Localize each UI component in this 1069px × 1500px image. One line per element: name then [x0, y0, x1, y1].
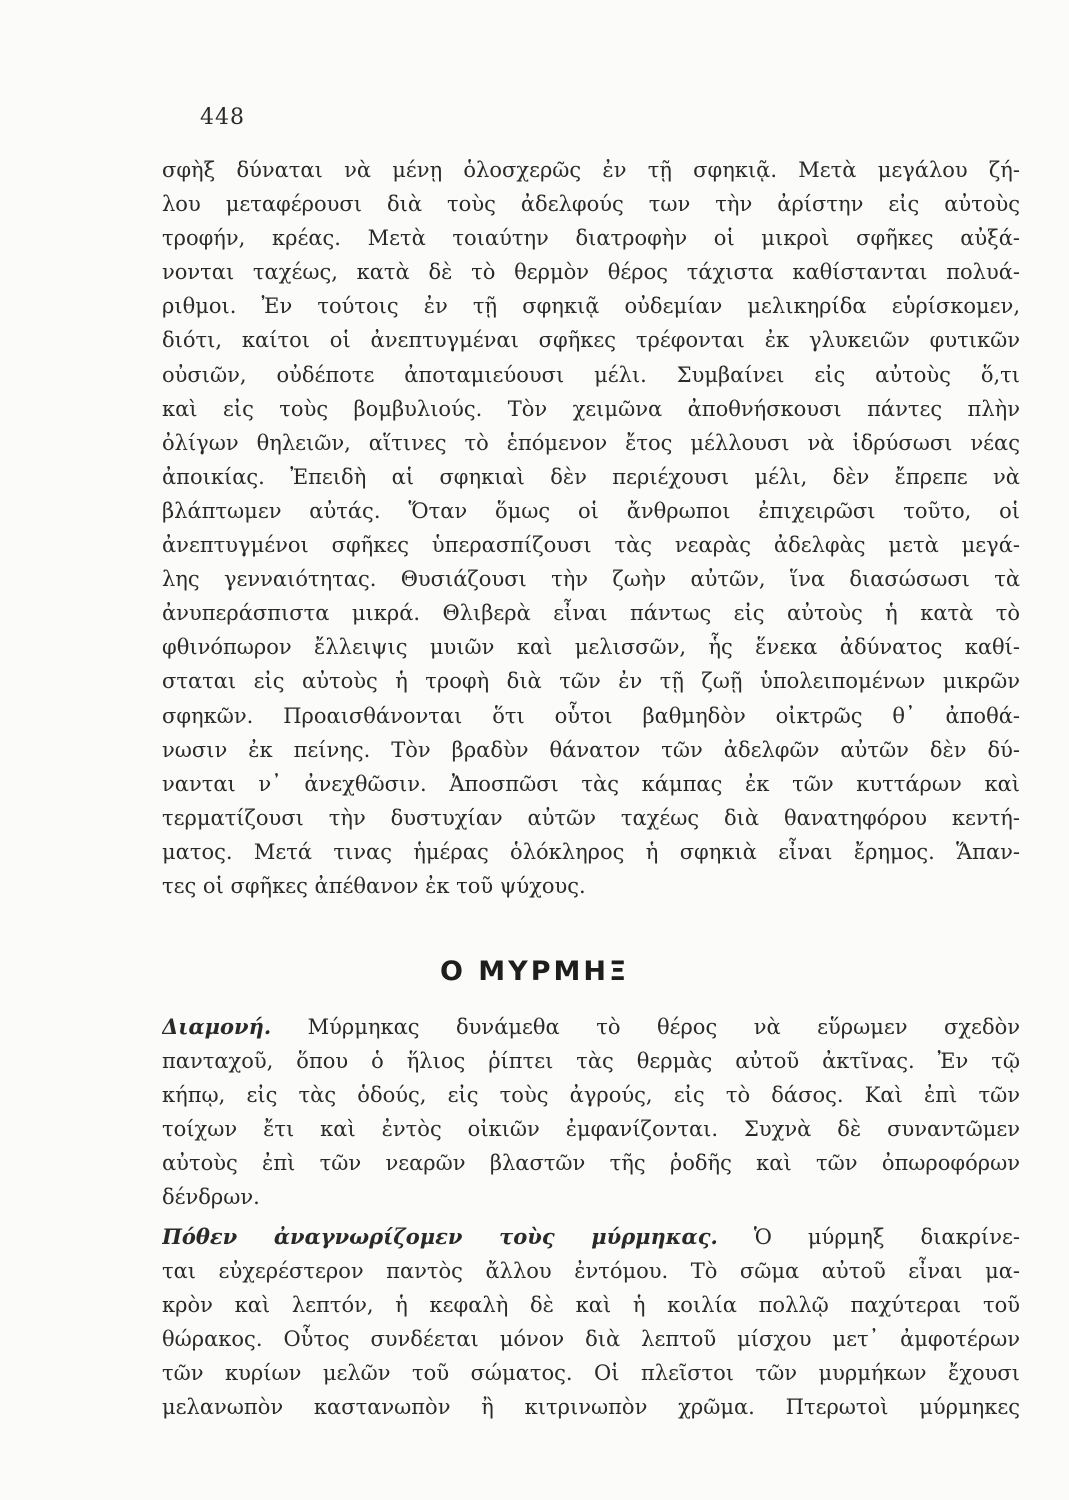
text-line: νωσιν ἐκ πείνης. Τὸν βραδὺν θάνατον τῶν ἀδελφῶν αὐτῶν δὲν δύ-	[162, 737, 1020, 762]
text-line: τῶν κυρίων μελῶν τοῦ σώματος. Οἱ πλεῖστοι τῶν μυρμήκων ἔχουσι	[162, 1361, 1020, 1386]
section-heading: Ο ΜΥΡΜΗΞ	[439, 956, 630, 987]
text-line: τοίχων ἔτι καὶ ἐντὸς οἰκιῶν ἐμφανίζονται. Συχνὰ δὲ συναντῶμεν	[162, 1117, 1020, 1142]
text-line: σφὴξ δύναται νὰ μένῃ ὁλοσχερῶς ἐν τῇ σφηκιᾷ. Μετὰ μεγάλου ζή-	[162, 158, 1020, 182]
text-line: βλάπτωμεν αὐτάς. Ὅταν ὅμως οἱ ἄνθρωποι ἐπιχειρῶσι τοῦτο, οἱ	[162, 498, 1020, 523]
text-line: ἀποικίας. Ἐπειδὴ αἱ σφηκιαὶ δὲν περιέχουσι μέλι, δὲν ἔπρεπε νὰ	[162, 464, 1020, 489]
text-line: ριθμοι. Ἐν τούτοις ἐν τῇ σφηκιᾷ οὐδεμίαν μελικηρίδα εὑρίσκομεν,	[162, 294, 1020, 319]
text-line: Διαμονή. Μύρμηκας δυνάμεθα τὸ θέρος νὰ εὕρωμεν σχεδὸν	[162, 1014, 1020, 1039]
text-line: Πόθεν ἀναγνωρίζομεν τοὺς μύρμηκας. Ὁ μύρμηξ διακρίνε-	[162, 1224, 1020, 1249]
text-line: νονται ταχέως, κατὰ δὲ τὸ θερμὸν θέρος τάχιστα καθίστανται πολυά-	[162, 260, 1020, 285]
text-line: σφηκῶν. Προαισθάνονται ὅτι οὗτοι βαθμηδὸν οἰκτρῶς θ᾽ ἀποθά-	[162, 703, 1020, 728]
text-line: σταται εἰς αὐτοὺς ἡ τροφὴ διὰ τῶν ἐν τῇ ζωῇ ὑπολειπομένων μικρῶν	[162, 669, 1020, 694]
text-line: ματος. Μετά τινας ἡμέρας ὁλόκληρος ἡ σφηκιὰ εἶναι ἔρημος. Ἅπαν-	[162, 839, 1020, 864]
paragraph-lead: Διαμονή.	[162, 1014, 272, 1039]
text-line: ἀνυπεράσπιστα μικρά. Θλιβερὰ εἶναι πάντως εἰς αὐτοὺς ἡ κατὰ τὸ	[162, 601, 1020, 626]
text-line: ἀνεπτυγμένοι σφῆκες ὑπερασπίζουσι τὰς νεαρὰς ἀδελφὰς μετὰ μεγά-	[162, 533, 1020, 558]
paragraph-lead: Πόθεν ἀναγνωρίζομεν τοὺς μύρμηκας.	[162, 1224, 718, 1249]
text-line: νανται ν᾽ ἀνεχθῶσιν. Ἀποσπῶσι τὰς κάμπας ἐκ τῶν κυττάρων καὶ	[162, 771, 1020, 796]
text-line: τροφήν, κρέας. Μετὰ τοιαύτην διατροφὴν οἱ μικροὶ σφῆκες αὐξά-	[162, 226, 1020, 251]
text-line: τες οἱ σφῆκες ἀπέθανον ἐκ τοῦ ψύχους.	[162, 873, 586, 898]
text-line: μελανωπὸν καστανωπὸν ἢ κιτρινωπὸν χρῶμα. Πτερωτοὶ μύρμηκες	[162, 1395, 1020, 1420]
paragraph-identification	[162, 1220, 1020, 1425]
text-line: κρὸν καὶ λεπτόν, ἡ κεφαλὴ δὲ καὶ ἡ κοιλία πολλῷ παχύτεραι τοῦ	[162, 1293, 1020, 1318]
page-number: 448	[200, 105, 245, 130]
text-line: καὶ εἰς τοὺς βομβυλιούς. Τὸν χειμῶνα ἀποθνήσκουσι πάντες πλὴν	[162, 396, 1020, 421]
text-line: λης γενναιότητας. Θυσιάζουσι τὴν ζωὴν αὐτῶν, ἵνα διασώσωσι τὰ	[162, 567, 1020, 592]
text-line: ται εὐχερέστερον παντὸς ἄλλου ἐντόμου. Τὸ σῶμα αὐτοῦ εἶναι μα-	[162, 1259, 1020, 1284]
text-line: αὐτοὺς ἐπὶ τῶν νεαρῶν βλαστῶν τῆς ῥοδῆς καὶ τῶν ὀπωροφόρων	[162, 1151, 1020, 1176]
text-line: φθινόπωρον ἔλλειψις μυιῶν καὶ μελισσῶν, ἧς ἕνεκα ἀδύνατος καθί-	[162, 635, 1020, 660]
text-line: πανταχοῦ, ὅπου ὁ ἥλιος ῥίπτει τὰς θερμὰς αὐτοῦ ἀκτῖνας. Ἐν τῷ	[162, 1049, 1020, 1074]
text-line: λου μεταφέρουσι διὰ τοὺς ἀδελφούς των τὴν ἀρίστην εἰς αὐτοὺς	[162, 192, 1020, 217]
paragraph-wasps	[162, 153, 1020, 903]
paragraph-habitat	[162, 1010, 1020, 1215]
text-line: τερματίζουσι τὴν δυστυχίαν αὐτῶν ταχέως διὰ θανατηφόρου κεντή-	[162, 805, 1020, 830]
text-line: θώρακος. Οὗτος συνδέεται μόνον διὰ λεπτοῦ μίσχου μετ᾽ ἀμφοτέρων	[162, 1327, 1020, 1352]
text-line: διότι, καίτοι οἱ ἀνεπτυγμέναι σφῆκες τρέφονται ἐκ γλυκειῶν φυτικῶν	[162, 328, 1020, 353]
text-line: ὀλίγων θηλειῶν, αἵτινες τὸ ἑπόμενον ἔτος μέλλουσι νὰ ἱδρύσωσι νέας	[162, 430, 1020, 455]
text-line: οὐσιῶν, οὐδέποτε ἀποταμιεύουσι μέλι. Συμβαίνει εἰς αὐτοὺς ὅ,τι	[162, 362, 1020, 387]
text-line: δένδρων.	[162, 1185, 260, 1210]
text-line: κήπῳ, εἰς τὰς ὁδούς, εἰς τοὺς ἀγρούς, εἰς τὸ δάσος. Καὶ ἐπὶ τῶν	[162, 1083, 1020, 1108]
